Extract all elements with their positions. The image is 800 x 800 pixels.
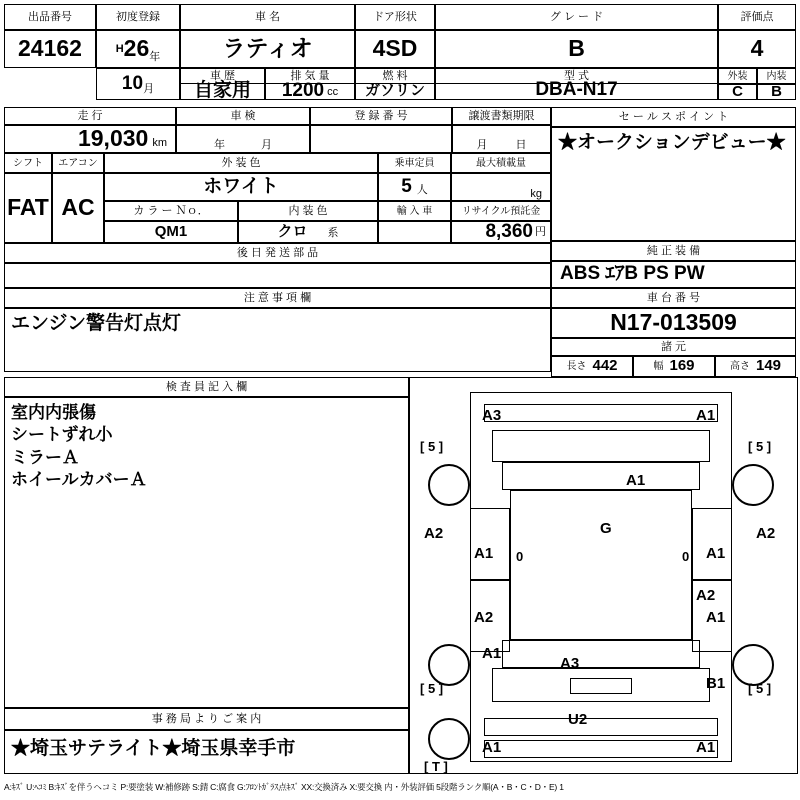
recycle-label: リサイクル預託金 — [461, 205, 541, 217]
shift-value: FAT — [7, 194, 49, 221]
recycle-unit: 円 — [535, 226, 546, 238]
model-code-value: DBA-N17 — [535, 78, 618, 100]
equipment-label-cell — [551, 241, 796, 261]
first-reg-month-unit: 月 — [143, 83, 155, 95]
first-reg-year: 26 — [123, 35, 150, 62]
max-load-cell — [451, 173, 551, 201]
mark-a3-front: A3 — [482, 407, 502, 424]
lot-no-value: 24162 — [18, 35, 82, 62]
recycle-label-cell — [451, 201, 551, 221]
later-parts-label-cell — [4, 243, 551, 263]
height-cell — [715, 356, 796, 377]
mark-bracket-rr: [ 5 ] — [748, 681, 772, 696]
inspector-label: 検 査 員 記 入 欄 — [165, 380, 248, 393]
inspection-cell — [176, 125, 310, 153]
mark-u2-trunk: U2 — [568, 711, 588, 728]
mark-bracket-t: [ T ] — [424, 759, 448, 774]
mark-a1-front-right: A1 — [696, 407, 716, 424]
first-reg-label-cell — [96, 4, 180, 30]
history-value: 自家用 — [193, 79, 251, 100]
mark-a2-right-front-door: A2 — [756, 525, 776, 542]
reg-no-cell — [310, 125, 452, 153]
max-load-label-cell — [451, 153, 551, 173]
import-cell — [378, 221, 451, 243]
grade-cell — [435, 30, 718, 68]
caution-text: エンジン警告灯点灯 — [11, 313, 182, 334]
ac-label-cell — [52, 153, 104, 173]
mark-a1-right-front: A1 — [706, 545, 726, 562]
shift-label-cell — [4, 153, 52, 173]
mark-a1-hood: A1 — [626, 472, 646, 489]
mileage-value: 19,030 — [77, 125, 149, 152]
office-text: ★埼玉サテライト★埼玉県幸手市 — [11, 738, 296, 759]
inspector-line-1: 室内内張傷 — [11, 403, 96, 422]
lot-no-label: 出品番号 — [28, 10, 72, 23]
recycle-value: 8,360 — [485, 221, 533, 242]
score-label-cell — [718, 4, 796, 30]
history-label: 車 歴 — [209, 69, 236, 82]
inspector-line-4: ホイールカバーＡ — [11, 470, 147, 490]
chassis-cell — [551, 308, 796, 338]
mark-a1-rear-left: A1 — [482, 739, 502, 756]
mark-a1-rear-right: A1 — [696, 739, 716, 756]
width-label: 幅 — [653, 361, 664, 372]
car-name-cell — [180, 30, 355, 68]
mark-a3-rear: A3 — [560, 655, 580, 672]
door-label-cell — [355, 4, 435, 30]
seats-value: 5 — [401, 175, 412, 197]
inspection-month-unit: 月 — [261, 139, 272, 151]
mark-a1-right-rear-door: A1 — [706, 609, 726, 626]
height-value: 149 — [755, 357, 782, 375]
model-code-label: 型 式 — [563, 69, 590, 82]
width-cell — [633, 356, 715, 377]
mark-a2-right-rear: A2 — [696, 587, 716, 604]
office-cell — [4, 730, 409, 774]
first-reg-month: 10 — [121, 72, 144, 94]
ext-grade-label-cell — [718, 68, 757, 84]
car-name-label-cell — [180, 4, 355, 30]
ext-color-label-cell — [104, 153, 378, 173]
mark-bracket-rl: [ 5 ] — [420, 681, 444, 696]
reg-no-label: 登 録 番 号 — [354, 109, 408, 122]
inspection-label-cell — [176, 107, 310, 125]
ext-grade-cell — [718, 84, 757, 100]
later-parts-label: 後 日 発 送 部 品 — [236, 246, 319, 259]
seats-cell — [378, 173, 451, 201]
displacement-label: 排 気 量 — [290, 69, 330, 82]
int-color-label-cell — [238, 201, 378, 221]
width-value: 169 — [669, 357, 695, 375]
int-color-value: クロ — [277, 222, 308, 240]
first-reg-month-cell — [96, 68, 180, 100]
max-load-label: 最大積載量 — [476, 157, 526, 169]
seats-label: 乗車定員 — [394, 157, 435, 169]
ext-grade-value: C — [732, 84, 743, 100]
equipment-text: ABS ｴｱB PS PW — [560, 263, 705, 285]
transfer-cell — [452, 125, 551, 153]
dimensions-label: 諸 元 — [660, 340, 687, 353]
chassis-value: N17-013509 — [610, 309, 737, 336]
lot-no-label-cell — [4, 4, 96, 30]
ext-grade-label: 外装 — [727, 70, 748, 82]
grade-value: B — [568, 35, 585, 62]
mark-zero-right: 0 — [682, 549, 690, 564]
door-value: 4SD — [372, 35, 418, 62]
caution-cell — [4, 308, 551, 372]
transfer-label: 譲渡書類期限 — [468, 109, 535, 122]
transfer-month-unit: 月 — [476, 139, 488, 151]
int-grade-label: 内装 — [766, 70, 787, 82]
int-grade-value: B — [771, 84, 782, 100]
caution-label: 注 意 事 項 欄 — [243, 291, 312, 304]
length-cell — [551, 356, 633, 377]
mark-b1-rear-right: B1 — [706, 675, 726, 692]
chassis-label: 車 台 番 号 — [646, 291, 701, 304]
color-no-cell — [104, 221, 238, 243]
first-reg-label: 初度登録 — [116, 10, 160, 23]
door-label: ドア形状 — [373, 10, 417, 23]
max-load-unit: kg — [530, 188, 542, 200]
int-color-label: 内 装 色 — [288, 204, 328, 217]
import-label: 輸 入 車 — [396, 205, 433, 217]
inspection-year-unit: 年 — [214, 139, 225, 151]
mark-a2-left-front-door: A2 — [424, 525, 444, 542]
score-value: 4 — [750, 35, 764, 62]
transfer-label-cell — [452, 107, 551, 125]
door-cell — [355, 30, 435, 68]
int-color-suffix: 系 — [327, 227, 339, 239]
ext-color-cell — [104, 173, 378, 201]
int-grade-label-cell — [757, 68, 796, 84]
mark-bracket-fr: [ 5 ] — [748, 439, 772, 454]
ext-color-value: ホワイト — [203, 175, 279, 197]
mileage-label: 走 行 — [77, 109, 103, 122]
transfer-day-unit: 日 — [515, 139, 527, 151]
first-reg-year-unit: 年 — [149, 51, 161, 63]
mark-a2-left-rear-door: A2 — [474, 609, 494, 626]
grade-label-cell — [435, 4, 718, 30]
first-reg-year-cell — [96, 30, 180, 68]
ac-value: AC — [61, 194, 95, 221]
shift-cell — [4, 173, 52, 243]
import-label-cell — [378, 201, 451, 221]
color-no-label: カ ラ ー Ｎｏ． — [133, 204, 209, 217]
mark-a1-left-front: A1 — [474, 545, 494, 562]
mark-g-windshield: G — [600, 520, 612, 537]
caution-label-cell — [4, 288, 551, 308]
mileage-unit: km — [152, 137, 167, 149]
car-damage-diagram — [409, 377, 798, 774]
office-label-cell — [4, 708, 409, 730]
seats-unit: 人 — [416, 184, 428, 196]
equipment-cell — [551, 261, 796, 288]
recycle-cell — [451, 221, 551, 243]
mileage-label-cell — [4, 107, 176, 125]
later-parts-cell — [4, 263, 551, 288]
ac-cell — [52, 173, 104, 243]
seats-label-cell — [378, 153, 451, 173]
first-reg-era: H — [115, 43, 124, 55]
int-grade-cell — [757, 84, 796, 100]
int-color-cell — [238, 221, 378, 243]
score-cell — [718, 30, 796, 68]
fuel-label: 燃 料 — [382, 69, 408, 82]
inspector-cell — [4, 397, 409, 708]
displacement-value: 1200 — [281, 79, 325, 101]
mark-a1-left-rear: A1 — [482, 645, 502, 662]
fuel-value: ガソリン — [364, 81, 425, 99]
displacement-unit: cc — [327, 86, 339, 98]
inspector-label-cell — [4, 377, 409, 397]
chassis-label-cell — [551, 288, 796, 308]
length-value: 442 — [592, 357, 618, 375]
grade-label: グ レ ー ド — [549, 10, 604, 23]
inspector-line-3: ミラーＡ — [11, 447, 79, 467]
reg-no-label-cell — [310, 107, 452, 125]
shift-label: シフト — [13, 157, 43, 169]
car-name-value: ラティオ — [222, 35, 313, 62]
length-label: 長さ — [566, 361, 587, 372]
office-label: 事 務 局 よ り ご 案 内 — [151, 712, 262, 725]
legend-text: A:ｷｽﾞ U:ﾍｺﾐ B:ｷｽﾞを伴うヘコミ P:要塗装 W:補修跡 S:錆 C:腐食 G:ﾌﾛﾝﾄｶﾞﾗｽ点ｷｽﾞ XX:交換済み X:要交換 内・外装評価 5段階ランク順(A・B・C・D・E) 1 — [4, 782, 564, 792]
ac-label: エアコン — [58, 157, 98, 169]
sales-point-label-cell — [551, 107, 796, 127]
car-name-label: 車 名 — [254, 10, 281, 23]
sales-point-label: セ ー ル ス ポ イ ン ト — [618, 110, 729, 123]
color-no-value: QM1 — [154, 222, 188, 240]
color-no-label-cell — [104, 201, 238, 221]
lot-no-cell — [4, 30, 96, 68]
sales-point-text: ★オークションデビュー★ — [558, 132, 786, 153]
mileage-cell — [4, 125, 176, 153]
equipment-label: 純 正 装 備 — [646, 244, 701, 257]
height-label: 高さ — [729, 361, 750, 372]
inspector-line-2: シートずれ小 — [11, 425, 113, 445]
score-label: 評価点 — [740, 10, 774, 23]
ext-color-label: 外 装 色 — [221, 156, 261, 169]
sales-point-cell — [551, 127, 796, 241]
mark-bracket-fl: [ 5 ] — [420, 439, 444, 454]
inspection-label: 車 検 — [230, 109, 256, 122]
dimensions-label-cell — [551, 338, 796, 356]
mark-zero-left: 0 — [516, 549, 524, 564]
